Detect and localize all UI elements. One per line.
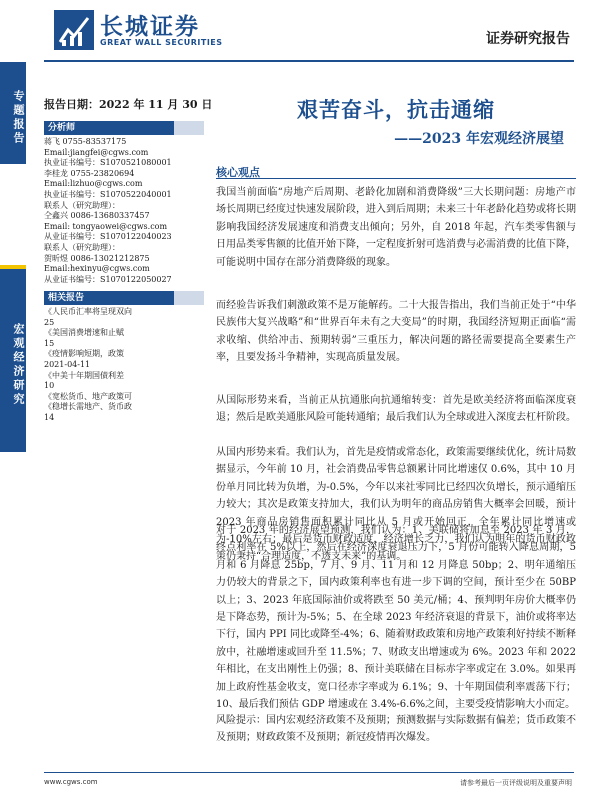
related-report-line: 25 [44, 317, 55, 327]
related-report-line: 2021-04-11 [44, 359, 91, 369]
analyst-list [44, 137, 204, 285]
report-type: 证券研究报告 [486, 31, 570, 47]
core-viewpoint-label: 核心观点 [216, 166, 260, 179]
related-report-line: 《美国消费增速和止赋 [44, 328, 124, 338]
footer-url[interactable]: www.cgws.com [44, 778, 98, 786]
analyst-line: 执业证书编号：S1070521080001 [44, 158, 172, 168]
related-report-line: 15 [44, 338, 55, 348]
analyst-line: 从业证书编号：S1070122050027 [44, 274, 172, 284]
paragraph-risk [216, 712, 576, 747]
related-report-line: 《疫情影响短期，政策 [44, 349, 124, 359]
risk-text: 风险提示：国内宏观经济政策不及预期；预测数据与实际数据有偏差；货币政策不及预期；财政政策不及预期；新冠疫情再次爆发。 [216, 715, 576, 744]
related-report-line: 《稳增长需地产、货币政 [44, 402, 132, 412]
analyst-line: 联系人（研究助理）： [44, 200, 120, 210]
related-report-line: 《宽松货币、地产政策可 [44, 391, 132, 401]
analyst-line: 仝鑫兴 0086-13680337457 [44, 211, 150, 221]
side-tab-research-field [0, 265, 26, 452]
side-tab-accent [0, 265, 26, 269]
side-tab-research-field-label: 宏观经济研究 [12, 322, 25, 407]
related-reports-list [44, 307, 204, 424]
analyst-line: Email:hexinyu@cgws.com [44, 264, 150, 274]
paragraph-international: 从国际形势来看，当前正从抗通胀向抗通缩转变：首先是欧美经济将面临深度衰退；然后是欧美通胀风险可能转通缩；最后我们认为全球或进入深度去杠杆阶段。 [216, 395, 576, 424]
page-header [0, 0, 600, 62]
related-section-label-text: 相关报告 [48, 293, 85, 303]
analyst-line: Email: tongyaowei@cgws.com [44, 221, 168, 231]
report-date: 报告日期：2022 年 11 月 30 日 [44, 98, 213, 111]
related-report-line: 《人民币汇率将呈现双向 [44, 307, 132, 316]
logo-text-en: GREAT WALL SECURITIES [100, 38, 223, 47]
side-tab-report-category: 专题报告 [0, 62, 26, 164]
related-section-label [44, 291, 204, 305]
analyst-line: Email:jiangfei@cgws.com [44, 147, 149, 157]
analyst-section-label-text: 分析师 [48, 123, 76, 133]
related-report-line: 10 [44, 381, 55, 391]
paragraph-long-term-issues: 我国当前面临“房地产后周期、老龄化加剧和消费降级”三大长期问题：房地产市场长周期已经度过快速发展阶段，进入到后周期；未来三十年老龄化趋势或将长期影响我国经济发展速度和消费支出倾向；另外，自 2018 年起，汽车类零售额与日用品类零售额的比值开始下降，一定程度折射可选消费与必需消费的比值下降，可能说明中国存在部分消费降级的现象。 [216, 187, 576, 268]
core-viewpoint-divider [216, 178, 576, 179]
analyst-line: 从业证书编号：S1070122040023 [44, 232, 172, 242]
analyst-section-label [44, 121, 204, 135]
paragraph-forecast: 对于 2023 年的经济展望预测，我们认为：1、美联储将加息至 2023 年 3 月，终点利率在 5%以上，然后在经济深度衰退压力下，5 月份可能转入降息周期，5 月和 6 月降息 25bp，7 月、9 月、11 月和 12 月降息 50bp；2、明年通缩压力仍较大的背景之下，国内政策利率也有进一步下调的空间，预计至少在 50BP 以上；3、2023 年底国际油价或将跌至 50 美元/桶；4、预判明年房价大概率仍是下降态势，预计为-5%；5、在全球 2023 年经济衰退的背景下，油价或将率达下行，国内 PPI 同比或降至-4%；6、随着财政政策和房地产政策利好持续不断释放中，社融增速或回升至 11.5%；7、财政支出增速或为 6%。2023 年和 2022 年相比，在支出刚性上仍强；8、预计美联储在目标赤字率或定在 3.0%。如果再加上政府性基金收支，宽口径赤字率或为 6.1%；9、十年期国债利率震荡下行；10、最后我们预估 GDP 增速或在 3.4%-6.6%之间，主要受疫情影响大小而定。 [216, 525, 576, 711]
company-logo [54, 8, 244, 56]
analyst-line: Email:lizhuo@cgws.com [44, 179, 143, 189]
analyst-line: 贺昕煜 0086-13021212875 [44, 253, 150, 263]
analyst-line: 联系人（研究助理）： [44, 242, 120, 252]
report-title: 艰苦奋斗，抗击通缩 [297, 97, 495, 122]
footer-notice: 请参考最后一页评级说明及重要声明 [460, 779, 572, 787]
logo-mark-icon [54, 10, 94, 50]
analyst-line: 执业证书编号：S1070522040001 [44, 189, 172, 199]
paragraph-domestic: 从国内形势来看。我们认为，首先是疫情或常态化，政策需要继续优化，统计局数据显示，今年前 10 月，社会消费品零售总额累计同比增速仅 0.6%，其中 10 月份单月同比转为负增，为-0.5%，今年以来社零同比已经四次负增长，预示通缩压力较大；其次是政策支持加大，我们认为明年的商品房销售大概率会回暖，预计 2023 年商品房销售面积累计同比从 5 月或开始回正，全年累计同比增速或为-10%左右；最后是货币财政适度，经济增长乏力，我们认为明年的货币财政政策仍秉持“合理适度，不透支未来”的基调。 [216, 447, 576, 563]
related-report-line: 14 [44, 412, 55, 422]
logo-text-cn: 长城证券 [100, 13, 200, 40]
analyst-line: 李桂龙 0755-23820694 [44, 168, 135, 178]
footer-divider [44, 772, 574, 773]
report-subtitle: ——2023 年宏观经济展望 [394, 131, 564, 147]
paragraph-policy-limits: 而经验告诉我们刺激政策不是万能解药。二十大报告指出，我们当前正处于“中华民族伟大复兴战略”和“世界百年未有之大变局”的时期，我国经济短期正面临“需求收缩、供给冲击、预期转弱”三重压力，解决问题的路径需要提高全要素生产率，且要发扬斗争精神，实现高质量发展。 [216, 300, 576, 364]
analyst-line: 蒋飞 0755-83537175 [44, 137, 127, 146]
header-divider [44, 60, 574, 62]
related-report-line: 《中美十年期国债利差 [44, 370, 124, 380]
